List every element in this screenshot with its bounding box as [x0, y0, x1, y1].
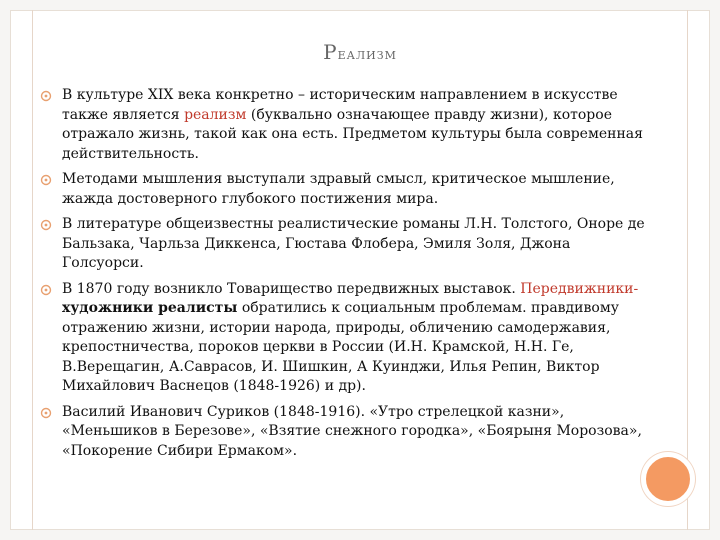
bullet-text: В 1870 году возникло Товарищество передвижных выставок.: [62, 280, 521, 297]
left-border-line: [32, 10, 33, 530]
bold-text: художники реалисты: [62, 300, 238, 316]
title-rest: еализм: [337, 44, 397, 63]
slide-title: [0, 40, 720, 64]
bullet-text: Василий Иванович Суриков (1848-1916). «Утро стрелецкой казни», «Меньшиков в Березове», «Взятие снежного городка», «Боярыня Морозова», «Покорение Сибири Ермаком».: [62, 403, 642, 459]
bullet-text: (буквально означающее правду жизни), которое отражало жизнь, такой как она есть. Предметом культуры была современная действительность.: [62, 106, 643, 162]
list-item: [40, 215, 648, 274]
bullet-icon: [40, 219, 52, 231]
bullet-list: [40, 86, 648, 467]
list-item: [40, 403, 648, 462]
bullet-text: обратились к социальным проблемам. правдивому отражению жизни, истории народа, природы, обличению самодержавия, крепостничества, пороков церкви в России (И.Н. Крамской, Н.Н. Ге, В.Верещагин, А.Саврасов, И. Шишкин, А Куинджи, Илья Репин, Виктор Михайлович Васнецов (1848-1926) и др).: [62, 300, 619, 394]
right-border-line: [687, 10, 688, 530]
highlighted-text: реализм: [184, 106, 247, 123]
bullet-icon: [40, 284, 52, 296]
list-item: [40, 86, 648, 164]
title-first-letter: Р: [323, 40, 338, 64]
bullet-icon: [40, 407, 52, 419]
bullet-text: Методами мышления выступали здравый смысл, критическое мышление, жажда достоверного глубокого постижения мира.: [62, 171, 615, 207]
decorative-circle: [641, 452, 695, 506]
bullet-icon: [40, 174, 52, 186]
highlighted-text: Передвижники-: [520, 280, 639, 297]
list-item: [40, 170, 648, 209]
bullet-text: В литературе общеизвестны реалистические романы Л.Н. Толстого, Оноре де Бальзака, Чарльза Диккенса, Гюстава Флобера, Эмиля Золя, Джона Голсуорси.: [62, 216, 645, 271]
bullet-text: В культуре XIX века конкретно – историческим направлением в искусстве также является: [62, 87, 618, 123]
bullet-icon: [40, 90, 52, 102]
list-item: [40, 280, 648, 397]
